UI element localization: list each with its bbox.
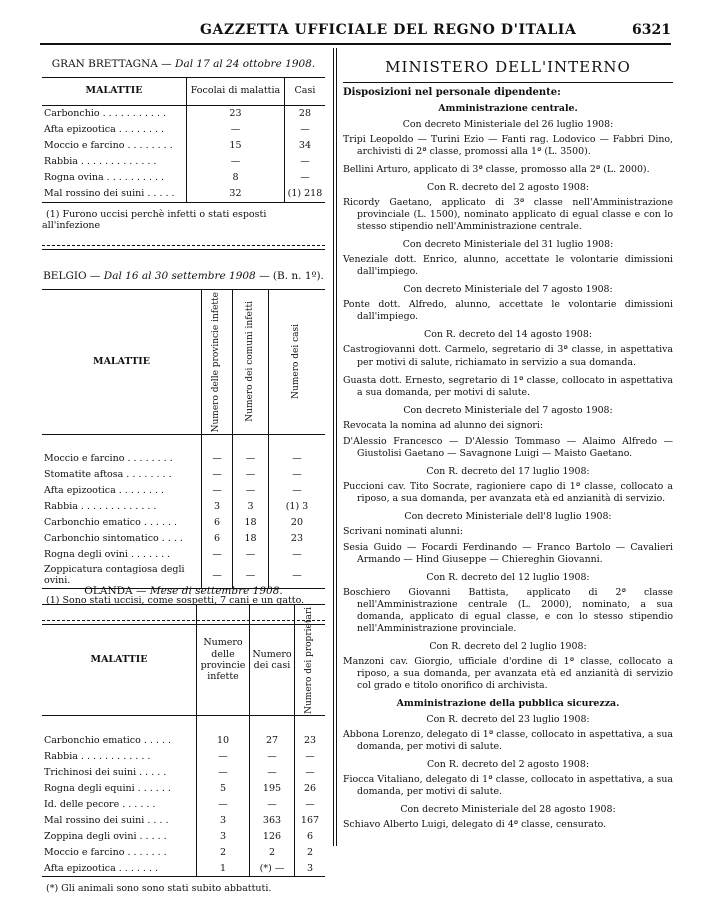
subsection-heading: Amministrazione della pubblica sicurezza. [396, 698, 620, 710]
table-row: Rabbia . . . . . . . . . . . . — — — [42, 748, 325, 764]
decree-heading: Con decreto Ministeriale del 28 agosto 1908: [400, 804, 616, 816]
paragraph: Ponte dott. Alfredo, alunno, accettate le volontarie dimissioni dall'impiego. [343, 299, 673, 323]
table-row: Carbonchio . . . . . . . . . . . 23 28 [42, 105, 325, 122]
paragraph: Manzoni cav. Giorgio, ufficiale d'ordine di 1ª classe, collocato a riposo, a sua domanda, per avanzata età ed anzianità di servizio col grado e titolo onorifico di archivista. [343, 656, 673, 692]
gb-section [42, 58, 325, 250]
table-row: Carbonchio ematico . . . . . 10 27 23 [42, 732, 325, 748]
decree-heading: Con R. decreto del 2 agosto 1908: [426, 759, 589, 771]
decree-heading: Con R. decreto del 2 agosto 1908: [426, 182, 589, 194]
page-number: 6321 [632, 22, 671, 38]
header-rule [40, 43, 671, 45]
table-row: Zoppina degli ovini . . . . . 3 126 6 [42, 828, 325, 844]
be-header-cases: Numero dei casi [291, 324, 302, 400]
decree-heading: Con R. decreto del 2 luglio 1908: [429, 641, 587, 653]
decree-heading: Con decreto Ministeriale del 7 agosto 1908: [403, 404, 613, 416]
table-row: Moccio e farcino . . . . . . . 2 2 2 [42, 844, 325, 860]
table-row: Stomatite aftosa . . . . . . . . — — — [42, 467, 325, 483]
gb-header-disease: MALATTIE [85, 85, 143, 97]
be-footnote: (1) Sono stati uccisi, come sospetti, 7 cani e un gatto. [46, 594, 305, 606]
interior-ministry-column [343, 58, 673, 838]
decree-heading: Con R. decreto del 14 agosto 1908: [424, 329, 592, 341]
newspaper-title: GAZZETTA UFFICIALE DEL REGNO D'ITALIA [200, 22, 577, 38]
table-row: Rabbia . . . . . . . . . . . . . 3 3 (1) 3 [42, 499, 325, 515]
paragraph: Tripi Leopoldo — Turini Ezio — Fanti rag. Lodovico — Fabbri Dino, archivisti di 2ª classe, promossi alla 1ª (L. 3500). [343, 134, 673, 158]
table-row: Mal rossino dei suini . . . . 3 363 167 [42, 812, 325, 828]
table-row: Zoppicatura contagiosa degli ovini. — — — [42, 563, 325, 588]
paragraph: Castrogiovanni dott. Carmelo, segretario di 3ª classe, in aspettativa per motivi di salute, richiamato in servizio a sua domanda. [343, 344, 673, 368]
table-row: Carbonchio ematico . . . . . . 6 18 20 [42, 515, 325, 531]
decree-heading: Con decreto Ministeriale del 26 luglio 1908: [402, 119, 614, 131]
table-row: Afta epizootica . . . . . . . 1 (*) — 3 [42, 860, 325, 877]
table-row: Afta epizootica . . . . . . . . — — — [42, 483, 325, 499]
paragraph: Schiavo Alberto Luigi, delegato di 4ª classe, censurato. [343, 819, 607, 831]
decree-heading: Con R. decreto del 17 luglio 1908: [426, 465, 590, 477]
nl-footnote: (*) Gli animali sono sono stati subito abbattuti. [46, 883, 272, 895]
be-title: BELGIO — Dal 16 al 30 settembre 1908 — (B. n. 1º). [43, 270, 324, 282]
paragraph: Abbona Lorenzo, delegato di 1ª classe, collocato in aspettativa, a sua domanda, per motivi di salute. [343, 729, 673, 753]
section-divider [42, 245, 325, 250]
table-row: Carbonchio sintomatico . . . . 6 18 23 [42, 531, 325, 547]
gb-title: GRAN BRETTAGNA — Dal 17 al 24 ottobre 1908. [51, 58, 316, 70]
gb-header-cases: Casi [284, 77, 325, 105]
table-row: Rogna degli equini . . . . . . 5 195 26 [42, 780, 325, 796]
nl-header-cases: Numero dei casi [250, 604, 295, 716]
paragraph: Revocata la nomina ad alunno dei signori: [343, 419, 544, 431]
be-section [42, 270, 325, 625]
paragraph: Fiocca Vitaliano, delegato di 1ª classe, collocato in aspettativa, a sua domanda, per motivi di salute. [343, 774, 673, 798]
nl-header-provinces: Numero delle provincie infette [197, 604, 250, 716]
decree-heading: Con R. decreto del 23 luglio 1908: [426, 714, 590, 726]
paragraph: Veneziale dott. Enrico, alunno, accettate le volontarie dimissioni dall'impiego. [343, 254, 673, 278]
page-header [40, 22, 671, 42]
gb-header-foci: Focolai di malattia [187, 77, 285, 105]
decree-heading: Con R. decreto del 12 luglio 1908: [426, 571, 590, 583]
paragraph: Sesia Guido — Focardi Ferdinando — Franco Bartolo — Cavalieri Armando — Hind Giuseppe — Chiereghin Giovanni. [343, 541, 673, 565]
table-row: Moccio e farcino . . . . . . . . 15 34 [42, 138, 325, 154]
subsection-heading: Amministrazione centrale. [438, 102, 578, 114]
table-row: Rogna degli ovini . . . . . . . — — — [42, 547, 325, 563]
decree-heading: Con decreto Ministeriale dell'8 luglio 1908: [404, 510, 612, 522]
be-header-disease: MALATTIE [93, 356, 150, 368]
gb-table [42, 77, 325, 203]
nl-header-disease: MALATTIE [90, 654, 148, 666]
nl-section [42, 585, 325, 895]
nl-title: OLANDA — Mese di settembre 1908. [84, 585, 283, 597]
gb-footnote: (1) Furono uccisi perchè infetti o stati esposti all'infezione [42, 208, 267, 231]
paragraph: Puccioni cav. Tito Socrate, ragioniere capo di 1ª classe, collocato a riposo, a sua domanda, per avanzata età ed anzianità di servizio. [343, 480, 673, 504]
rule [343, 82, 673, 83]
paragraph: Guasta dott. Ernesto, segretario di 1ª classe, collocato in aspettativa a sua domanda, per motivi di salute. [343, 374, 673, 398]
table-row: Rogna ovina . . . . . . . . . . 8 — [42, 170, 325, 186]
nl-table [42, 604, 325, 878]
table-row: Afta epizootica . . . . . . . . — — [42, 122, 325, 138]
table-row: Rabbia . . . . . . . . . . . . . — — [42, 154, 325, 170]
table-row: Trichinosi dei suini . . . . . — — — [42, 764, 325, 780]
decree-heading: Con decreto Ministeriale del 31 luglio 1908: [402, 239, 614, 251]
table-row: Mal rossino dei suini . . . . . 32 (1) 218 [42, 186, 325, 203]
be-header-provinces: Numero delle provincie infette [211, 291, 222, 432]
nl-header-owners: Numero dei proprietari [304, 606, 315, 714]
table-row: Id. delle pecore . . . . . . — — — [42, 796, 325, 812]
be-table [42, 289, 325, 589]
paragraph: Ricordy Gaetano, applicato di 3ª classe nell'Amministrazione provinciale (L. 1500), nominato applicato di egual classe e con lo stesso stipendio nell'Amministrazione centrale. [343, 197, 673, 233]
be-header-communes: Numero dei comuni infetti [244, 301, 255, 423]
paragraph: Bellini Arturo, applicato di 3ª classe, promosso alla 2ª (L. 2000). [343, 164, 650, 176]
paragraph: Boschiero Giovanni Battista, applicato di 2ª classe nell'Amministrazione centrale (L. 2000), nominato, a sua domanda, applicato di egual classe, e con lo stesso stipendio nell'Amministrazione provinciale. [343, 586, 673, 635]
paragraph: D'Alessio Francesco — D'Alessio Tommaso — Alaimo Alfredo — Giustolisi Gaetano — Savagnone Luigi — Maisto Gaetano. [343, 435, 673, 459]
section-heading: Disposizioni nel personale dipendente: [343, 87, 561, 99]
table-row [42, 716, 325, 733]
column-separator [333, 48, 334, 846]
column-separator-inner [336, 48, 337, 846]
table-row [42, 434, 325, 451]
paragraph: Scrivani nominati alunni: [343, 525, 463, 537]
decree-heading: Con decreto Ministeriale del 7 agosto 1908: [403, 284, 613, 296]
ministry-title: MINISTERO DELL'INTERNO [385, 58, 631, 76]
table-row: Moccio e farcino . . . . . . . . — — — [42, 451, 325, 467]
